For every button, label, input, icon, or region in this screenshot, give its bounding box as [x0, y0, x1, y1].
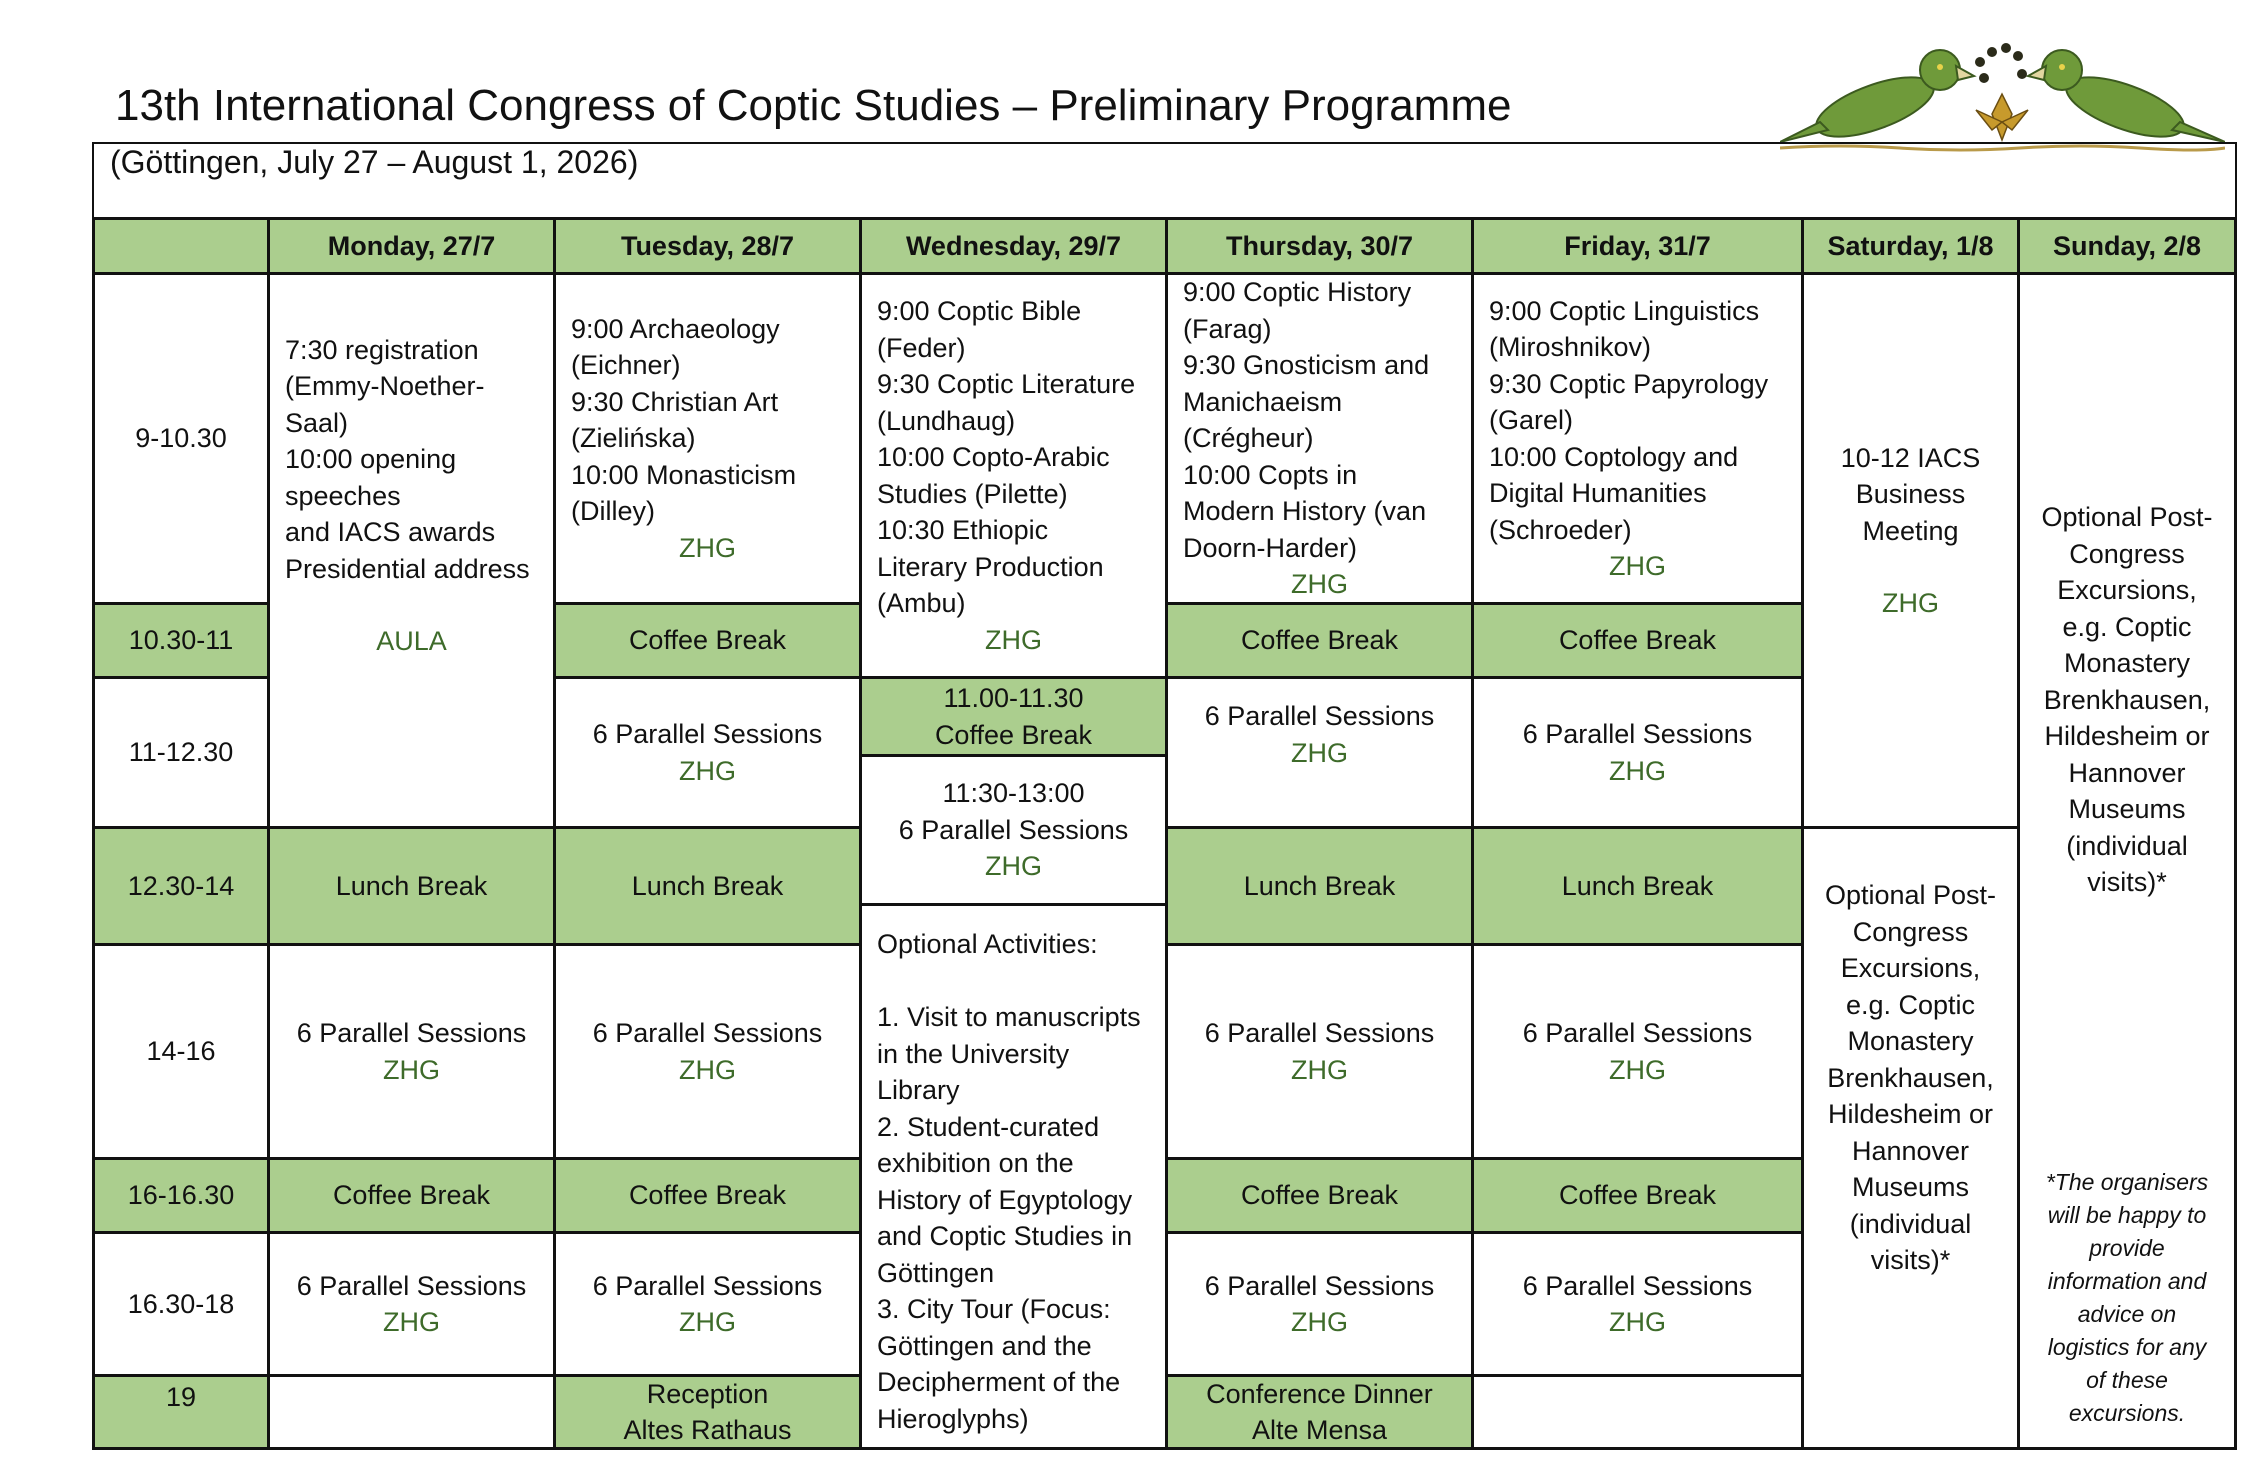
meeting-line: Meeting: [1862, 515, 1959, 546]
wednesday-morning-line: 10:00 Copto-Arabic: [877, 442, 1110, 472]
thursday-morning-line: 9:00 Coptic History: [1183, 277, 1412, 308]
activities-line: History of Egyptology: [877, 1184, 1133, 1215]
venue-label: ZHG: [679, 755, 736, 786]
excursions-line: Museums: [2068, 794, 2186, 824]
excursions-line: Monastery: [2063, 648, 2191, 678]
excursions-line: e.g. Coptic: [2062, 611, 2192, 642]
wednesday-morning-line: 10:30 Ethiopic: [877, 515, 1049, 545]
excursions-line: Hildesheim or: [1827, 1099, 1994, 1130]
organisers-note-line: *The organisers: [2045, 1168, 2209, 1195]
monday-morning-line: Presidential address: [285, 553, 530, 584]
dinner-line: Conference Dinner: [1206, 1378, 1433, 1409]
activities-line: Library: [877, 1075, 960, 1105]
parallel-sessions-label: 6 Parallel Sessions: [296, 1018, 527, 1048]
friday-morning-line: (Miroshnikov): [1489, 332, 1652, 362]
header-corner: [92, 217, 267, 272]
excursions-line: Excursions,: [2057, 575, 2197, 605]
tuesday-morning-line: (Dilley): [571, 496, 655, 527]
activities-line: 2. Student-curated: [877, 1111, 1100, 1142]
subtitle-box: [92, 142, 2237, 217]
wednesday-morning-line: (Feder): [877, 332, 966, 363]
thursday-morning-line: (Farag): [1183, 313, 1272, 344]
parallel-sessions-label: 6 Parallel Sessions: [1522, 1270, 1753, 1301]
excursions-line: Optional Post-: [2041, 502, 2213, 532]
excursions-line: Excursions,: [1840, 953, 1981, 984]
excursions-line: Congress: [1852, 916, 1969, 947]
wednesday-morning-cell: [859, 272, 1165, 676]
time-cell: 16.30-18: [92, 1231, 267, 1374]
sessions-time: 11:30-13:00: [942, 778, 1085, 809]
venue-label: ZHG: [1609, 551, 1666, 581]
tuesday-morning-line: 9:00 Archaeology: [571, 313, 780, 344]
optional-activities-cell: [859, 903, 1165, 1450]
venue-label: ZHG: [679, 1307, 736, 1337]
wednesday-morning-line: (Ambu): [877, 588, 966, 618]
dinner-line: Alte Mensa: [1251, 1415, 1388, 1445]
venue-label: ZHG: [679, 1054, 736, 1085]
activities-line: Göttingen and the: [877, 1330, 1092, 1361]
parallel-sessions-label: 6 Parallel Sessions: [898, 814, 1129, 845]
tuesday-morning-line: 9:30 Christian Art: [571, 386, 779, 417]
organisers-note-line: information and: [2047, 1267, 2207, 1294]
wednesday-morning-line: 9:30 Coptic Literature: [877, 369, 1136, 399]
thursday-morning-line: Doorn-Harder): [1183, 532, 1358, 563]
header-friday: Friday, 31/7: [1471, 217, 1801, 272]
header-monday: Monday, 27/7: [267, 217, 553, 272]
time-cell: 10.30-11: [92, 602, 267, 676]
wednesday-morning-line: Literary Production: [877, 551, 1104, 582]
coffee-break-time: 11.00-11.30: [943, 683, 1084, 713]
time-cell: 16-16.30: [92, 1157, 267, 1231]
venue-label: ZHG: [1291, 1054, 1348, 1085]
lunch-break-cell: Lunch Break: [1165, 826, 1471, 943]
activities-line: Hieroglyphs): [877, 1403, 1029, 1434]
parallel-sessions-cell: [553, 676, 859, 826]
thursday-morning-cell: [1165, 272, 1471, 602]
monday-morning-line: Saal): [285, 407, 349, 438]
friday-morning-line: Digital Humanities: [1489, 478, 1707, 508]
friday-morning-line: 9:00 Coptic Linguistics: [1489, 295, 1760, 326]
lunch-break-cell: Lunch Break: [553, 826, 859, 943]
coffee-break-cell: Coffee Break: [1165, 602, 1471, 676]
excursions-line: Brenkhausen,: [2043, 684, 2211, 715]
thursday-morning-line: 9:30 Gnosticism and: [1183, 350, 1430, 381]
tuesday-morning-line: (Zielińska): [571, 423, 696, 454]
excursions-line: Congress: [2069, 538, 2185, 569]
saturday-excursions-cell: [1801, 826, 2017, 1450]
venue-label: ZHG: [1609, 1307, 1666, 1337]
parallel-sessions-cell: [1165, 676, 1471, 826]
parallel-sessions-label: 6 Parallel Sessions: [1204, 701, 1435, 731]
wednesday-morning-line: Studies (Pilette): [877, 478, 1068, 509]
venue-label: ZHG: [1609, 1054, 1666, 1085]
organisers-note-line: of these: [2086, 1366, 2168, 1393]
parallel-sessions-label: 6 Parallel Sessions: [592, 1018, 823, 1048]
organisers-note-line: logistics for any: [2047, 1333, 2207, 1360]
activities-line: Optional Activities:: [877, 929, 1098, 959]
tuesday-morning-line: (Eichner): [571, 350, 681, 381]
organisers-note-line: advice on: [2077, 1300, 2177, 1327]
coffee-break-label: Coffee Break: [934, 719, 1093, 750]
venue-label: ZHG: [1291, 569, 1348, 600]
excursions-line: Brenkhausen,: [1827, 1062, 1994, 1093]
activities-line: and Coptic Studies in: [877, 1221, 1133, 1251]
thursday-morning-line: Manichaeism: [1183, 386, 1343, 417]
activities-line: 1. Visit to manuscripts: [877, 1002, 1141, 1032]
monday-morning-line: and IACS awards: [285, 517, 496, 547]
reception-line: Reception: [646, 1378, 769, 1409]
friday-morning-line: (Garel): [1489, 405, 1574, 435]
venue-label: ZHG: [1291, 1307, 1348, 1337]
parallel-sessions-cell: [267, 943, 553, 1157]
excursions-line: Hannover: [2068, 757, 2186, 788]
lunch-break-cell: Lunch Break: [267, 826, 553, 943]
thursday-morning-line: 10:00 Copts in: [1183, 459, 1358, 490]
coffee-break-cell: Coffee Break: [267, 1157, 553, 1231]
coffee-break-cell: Coffee Break: [553, 1157, 859, 1231]
coffee-break-cell: Coffee Break: [553, 602, 859, 676]
excursions-line: Monastery: [1847, 1026, 1974, 1057]
meeting-line: Business: [1855, 479, 1966, 509]
empty-cell: [1471, 1374, 1801, 1450]
parallel-sessions-label: 6 Parallel Sessions: [1522, 719, 1753, 749]
parallel-sessions-label: 6 Parallel Sessions: [1522, 1018, 1753, 1048]
logo-two-birds-icon: [1780, 22, 2225, 152]
sunday-excursions-cell: [2017, 272, 2237, 1450]
excursions-line: Hildesheim or: [2044, 721, 2210, 751]
conference-dinner-cell: [1165, 1374, 1471, 1450]
excursions-line: visits)*: [1870, 1245, 1951, 1276]
excursions-line: visits)*: [2087, 867, 2167, 897]
thursday-morning-line: Modern History (van: [1183, 496, 1427, 527]
header-sunday: Sunday, 2/8: [2017, 217, 2237, 272]
thursday-morning-line: (Crégheur): [1183, 423, 1314, 454]
coffee-break-cell: Coffee Break: [1471, 1157, 1801, 1231]
venue-label: ZHG: [1291, 737, 1348, 768]
monday-morning-line: speeches: [285, 480, 401, 511]
parallel-sessions-cell: [1471, 943, 1801, 1157]
organisers-note-line: will be happy to: [2047, 1201, 2207, 1228]
parallel-sessions-label: 6 Parallel Sessions: [592, 719, 823, 749]
organisers-note-line: provide: [2089, 1234, 2165, 1261]
venue-label: ZHG: [679, 532, 736, 563]
time-cell: 11-12.30: [92, 676, 267, 826]
venue-label: ZHG: [985, 624, 1042, 655]
subtitle: (Göttingen, July 27 – August 1, 2026): [110, 144, 639, 180]
time-cell: 12.30-14: [92, 826, 267, 943]
header-wednesday: Wednesday, 29/7: [859, 217, 1165, 272]
monday-morning-line: (Emmy-Noether-: [285, 371, 485, 401]
excursions-line: (individual: [2066, 830, 2188, 861]
time-cell: 9-10.30: [92, 272, 267, 602]
coffee-break-cell: [859, 676, 1165, 754]
venue-label: ZHG: [985, 851, 1042, 882]
organisers-note-line: excursions.: [2068, 1399, 2186, 1426]
reception-cell: [553, 1374, 859, 1450]
parallel-sessions-cell: [553, 943, 859, 1157]
excursions-line: Museums: [1851, 1172, 1970, 1203]
excursions-line: Optional Post-: [1824, 880, 1997, 911]
parallel-sessions-cell: [1471, 676, 1801, 826]
activities-line: Göttingen: [877, 1257, 995, 1288]
excursions-line: Hannover: [1851, 1135, 1970, 1166]
monday-morning-line: 10:00 opening: [285, 444, 457, 474]
parallel-sessions-label: 6 Parallel Sessions: [296, 1270, 527, 1301]
parallel-sessions-cell: [267, 1231, 553, 1374]
lunch-break-cell: Lunch Break: [1471, 826, 1801, 943]
activities-line: 3. City Tour (Focus:: [877, 1294, 1111, 1324]
friday-morning-cell: [1471, 272, 1801, 602]
parallel-sessions-cell: [1165, 943, 1471, 1157]
friday-morning-line: 10:00 Coptology and: [1489, 441, 1739, 472]
venue-label: AULA: [376, 626, 447, 656]
tuesday-morning-cell: [553, 272, 859, 602]
parallel-sessions-cell: [1165, 1231, 1471, 1374]
monday-morning-line: 7:30 registration: [285, 334, 479, 365]
activities-line: exhibition on the: [877, 1148, 1074, 1178]
wednesday-morning-line: 9:00 Coptic Bible: [877, 296, 1082, 326]
venue-label: ZHG: [1882, 588, 1939, 618]
venue-label: ZHG: [383, 1054, 440, 1085]
venue-label: ZHG: [383, 1307, 440, 1337]
parallel-sessions-cell: [859, 754, 1165, 903]
reception-line: Altes Rathaus: [623, 1415, 792, 1445]
page-title: 13th International Congress of Coptic Studies – Preliminary Programme: [115, 81, 1512, 130]
tuesday-morning-line: 10:00 Monasticism: [571, 459, 797, 490]
friday-morning-line: 9:30 Coptic Papyrology: [1489, 368, 1769, 399]
activities-line: in the University: [877, 1038, 1070, 1069]
activities-line: Decipherment of the: [877, 1367, 1121, 1397]
parallel-sessions-label: 6 Parallel Sessions: [1204, 1018, 1435, 1048]
parallel-sessions-cell: [553, 1231, 859, 1374]
time-cell: 14-16: [92, 943, 267, 1157]
excursions-line: (individual: [1849, 1208, 1972, 1239]
coffee-break-cell: Coffee Break: [1471, 602, 1801, 676]
header-tuesday: Tuesday, 28/7: [553, 217, 859, 272]
friday-morning-line: (Schroeder): [1489, 514, 1632, 545]
business-meeting-cell: [1801, 272, 2017, 826]
parallel-sessions-label: 6 Parallel Sessions: [1204, 1270, 1435, 1301]
monday-morning-cell: [267, 272, 553, 826]
excursions-line: e.g. Coptic: [1845, 989, 1976, 1020]
venue-label: ZHG: [1609, 755, 1666, 786]
parallel-sessions-label: 6 Parallel Sessions: [592, 1270, 823, 1301]
empty-cell: [267, 1374, 553, 1450]
wednesday-morning-line: (Lundhaug): [877, 405, 1016, 436]
header-thursday: Thursday, 30/7: [1165, 217, 1471, 272]
meeting-line: 10-12 IACS: [1840, 442, 1981, 473]
header-saturday: Saturday, 1/8: [1801, 217, 2017, 272]
parallel-sessions-cell: [1471, 1231, 1801, 1374]
coffee-break-cell: Coffee Break: [1165, 1157, 1471, 1231]
time-cell: 19: [92, 1374, 267, 1450]
